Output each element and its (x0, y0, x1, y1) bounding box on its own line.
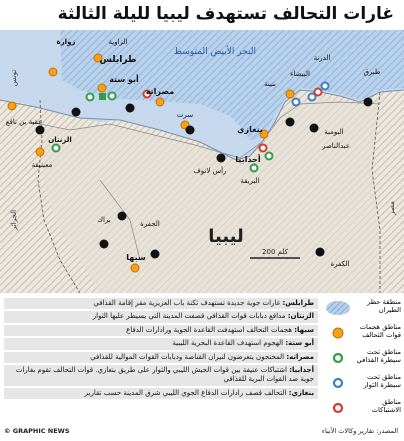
gaddafi-marker (53, 145, 60, 152)
gaddafi-marker-square (99, 93, 106, 100)
legend-gaddafi: مناطق تحت سيطرة القذافي (321, 346, 401, 371)
airplane-icon (286, 118, 295, 127)
graphic-news-logo: © GRAPHIC NEWS (4, 427, 70, 435)
note-benghazi: بنغازي: التحالف قصف رادارات الدفاع الجوي الليبي شرق المدينة حسب تقارير (4, 388, 318, 399)
airplane-icon (118, 212, 127, 221)
city-sirte: سرت (176, 111, 194, 119)
legend-clash: مناطق الاشتباكات (321, 396, 401, 421)
rebels-swatch-icon (325, 375, 351, 391)
map-legend (321, 296, 401, 421)
country-label: ليبيا (208, 226, 244, 247)
airplane-icon (36, 126, 45, 135)
note-sabha: سبها: هجمات التحالف استهدفت القاعدة الجوية ورادارات الدفاع (4, 325, 318, 336)
city-maatiga: معيتيقة (31, 161, 53, 169)
gaddafi-swatch-icon (325, 350, 351, 366)
attack-marker-tripoli (98, 84, 106, 92)
attack-marker-misrata (156, 98, 164, 106)
neighbor-algeria: الجزائر (10, 209, 18, 231)
scale-label: 200 كلم (262, 248, 288, 256)
city-ajdabiya: أجدابيا (235, 155, 261, 164)
sea-label: البحر الأبيض المتوسط (173, 47, 256, 57)
city-uqba: عقبة بن نافع (5, 118, 43, 126)
city-benghazi: بنغازي (237, 125, 263, 134)
city-zuwara: زوارة (56, 38, 76, 46)
airplane-icon (310, 124, 319, 133)
attack-marker-uqba (8, 102, 16, 110)
city-tripoli: طرابلس (99, 55, 137, 65)
gaddafi-marker (87, 94, 94, 101)
airplane-icon (217, 154, 226, 163)
attack-marker-sabha (131, 264, 139, 272)
notes-list (4, 298, 318, 401)
airplane-icon (126, 104, 135, 113)
city-zawiya: الزاوية (108, 38, 128, 46)
nofly-swatch-icon (325, 300, 351, 316)
city-ras-lanuf: رأس لانوف (193, 167, 227, 175)
city-brak: براك (97, 216, 111, 224)
neighbor-egypt: مصر (388, 201, 396, 215)
clash-swatch-icon (325, 400, 351, 416)
airplane-icon (364, 98, 373, 107)
note-zintan: الزنتان: مدافع دبابات قوات القذافي قصفت المدينة التي يسيطر عليها الثوار (4, 311, 318, 322)
city-abdelnasser: عبدالناصر (321, 142, 351, 150)
rebel-marker (293, 99, 300, 106)
note-ajdabiya: أجدابيا: اشتباكات عنيفة بين قوات الجيش الليبي والثوار على طريق بنغازي. قوات التحالف تقوم بغارات جوية ضد القوات البرية للقذافي (4, 365, 318, 386)
legend-rebels: مناطق تحت سيطرة الثوار (321, 371, 401, 396)
legend-nofly: منطقة حظر الطيران (321, 296, 401, 321)
city-misrata: مصراته (145, 87, 175, 96)
city-abu-sitta: أبو ستة (109, 75, 139, 84)
gaddafi-marker (109, 93, 116, 100)
city-jufra: الجفرة (140, 220, 160, 228)
gaddafi-marker (266, 153, 273, 160)
city-bayda: البيضاء (290, 70, 310, 78)
airplane-icon (100, 240, 109, 249)
legend-attack: مناطق هجمات قوات التحالف (321, 321, 401, 346)
airplane-icon (151, 250, 160, 259)
city-brega: البريقة (240, 177, 260, 185)
city-tobruk: طبرق (363, 68, 381, 76)
rebel-marker (322, 83, 329, 90)
city-zintan: الزنتان (48, 136, 72, 144)
city-sabha: سبها (126, 253, 146, 262)
attack-swatch-icon (325, 325, 351, 341)
airplane-icon (186, 126, 195, 135)
airplane-icon (316, 248, 325, 257)
note-abu-sitta: أبو ستة: الهجوم استهدف القاعدة البحرية الليبية (4, 338, 318, 349)
source-line: المصدر: تقارير وكالات الأنباء (321, 427, 398, 435)
gaddafi-marker (251, 165, 258, 172)
attack-marker-benina (286, 90, 294, 98)
neighbor-tunisia: تونس (10, 69, 18, 87)
page-title: غارات التحالف تستهدف ليبيا لليلة الثالثة (57, 4, 394, 24)
note-misrata: مصراته: المحتجون يتعرضون لنيران القناصة ودبابات القوات الموالية للقذافي (4, 352, 318, 363)
attack-marker-maatiga (36, 148, 44, 156)
note-tripoli: طرابلس: غارات جوية جديدة تستهدف ثكنة باب العزيزية مقر إقامة القذافي (4, 298, 318, 309)
attack-marker-zuwara (49, 68, 57, 76)
airplane-icon (72, 108, 81, 117)
clash-marker (315, 89, 322, 96)
city-bomba: البومبة (324, 128, 344, 136)
city-kufra: الكفرة (330, 260, 350, 268)
clash-marker (260, 145, 267, 152)
footer (4, 427, 398, 439)
city-benina: بنينة (263, 80, 277, 88)
libya-map (0, 30, 404, 293)
city-derna: الدرنة (313, 54, 331, 62)
